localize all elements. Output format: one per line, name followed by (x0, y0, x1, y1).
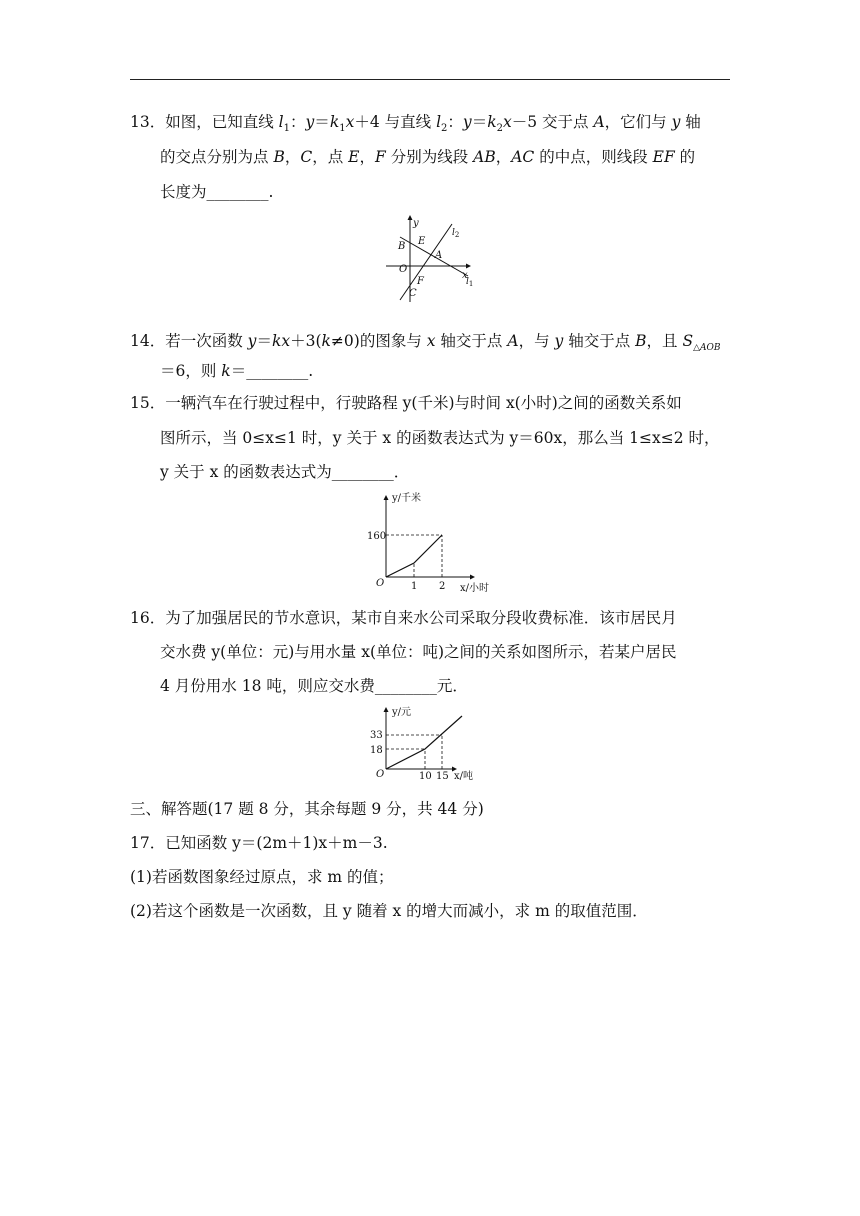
q13-label-x: x (462, 270, 468, 281)
q17-part2: (2)若这个函数是一次函数，且 y 随着 x 的增大而减小，求 m 的取值范围． (130, 902, 648, 920)
q17-stem: 17．已知函数 y＝(2m＋1)x＋m－3. (130, 834, 388, 852)
q16-line3: 4 月份用水 18 吨，则应交水费________元． (160, 677, 468, 695)
q13-label-O: O (399, 264, 408, 275)
q15-xtick-1: 1 (411, 581, 418, 592)
q16-graph (386, 716, 462, 769)
q13-y-arrow (408, 215, 413, 220)
q16-line2: 交水费 y(单位：元)与用水量 x(单位：吨)之间的关系如图所示，若某户居民 (160, 643, 677, 661)
q15-line1: 15．一辆汽车在行驶过程中，行驶路程 y(千米)与时间 x(小时)之间的函数关系如 (130, 394, 682, 412)
q16-origin: O (376, 769, 385, 780)
q15-xtick-2: 2 (439, 581, 446, 592)
q13-label-C: C (409, 288, 417, 299)
q13-label-B: B (398, 241, 406, 252)
q15-line3: y 关于 x 的函数表达式为________． (160, 463, 410, 481)
q14-line1: 14．若一次函数 y＝kx＋3(k≠0)的图象与 x 轴交于点 A，与 y 轴交于点 B，且 $S_{\triangle AOB}$ (130, 332, 721, 354)
q16-xlabel: x/吨 (454, 771, 474, 782)
q17-part1: (1)若函数图象经过原点，求 m 的值； (130, 868, 394, 886)
q13-label-l2: $l_2$ (452, 228, 460, 239)
q15-origin: O (376, 578, 385, 589)
q13-x-arrow (466, 264, 471, 269)
q16-figure (368, 702, 483, 784)
q13-label-A: A (435, 250, 443, 261)
q13-line1: 13．如图，已知直线 $l_1$：$y=k_1x+4$ 与直线 $l_2$：$y=k_2x-5$ 交于点 A，它们与 y 轴 (130, 113, 701, 135)
q13-figure (380, 212, 480, 307)
q16-ytick-33: 33 (370, 730, 383, 741)
q13-label-E: E (418, 236, 426, 247)
q13-label-l1: $l_1$ (466, 277, 474, 288)
q14-line2: ＝6，则 k＝________. (160, 362, 314, 380)
q16-ylabel: y/元 (392, 707, 412, 718)
header-rule (130, 79, 730, 80)
q13-line3: 长度为________. (160, 183, 274, 201)
q13-label-y: y (413, 218, 419, 229)
section3-heading: 三、解答题(17 题 8 分，其余每题 9 分，共 44 分) (130, 800, 484, 818)
q13-line2: 的交点分别为点 B，C，点 E，F 分别为线段 AB，AC 的中点，则线段 EF 的 (160, 148, 696, 166)
q16-xtick-15: 15 (436, 771, 449, 782)
q15-ylabel: y/千米 (392, 493, 422, 504)
q15-ytick: 160 (367, 531, 387, 542)
q13-label-F: F (417, 276, 424, 287)
q16-ytick-18: 18 (370, 745, 383, 756)
q15-figure (362, 490, 492, 595)
q16-line1: 16．为了加强居民的节水意识，某市自来水公司采取分段收费标准．该市居民月 (130, 609, 677, 627)
q16-xtick-10: 10 (419, 771, 432, 782)
q15-xlabel: x/小时 (460, 583, 490, 594)
q15-line2: 图所示，当 0≤x≤1 时，y 关于 x 的函数表达式为 y＝60x，那么当 1≤x≤2 时， (160, 429, 720, 447)
